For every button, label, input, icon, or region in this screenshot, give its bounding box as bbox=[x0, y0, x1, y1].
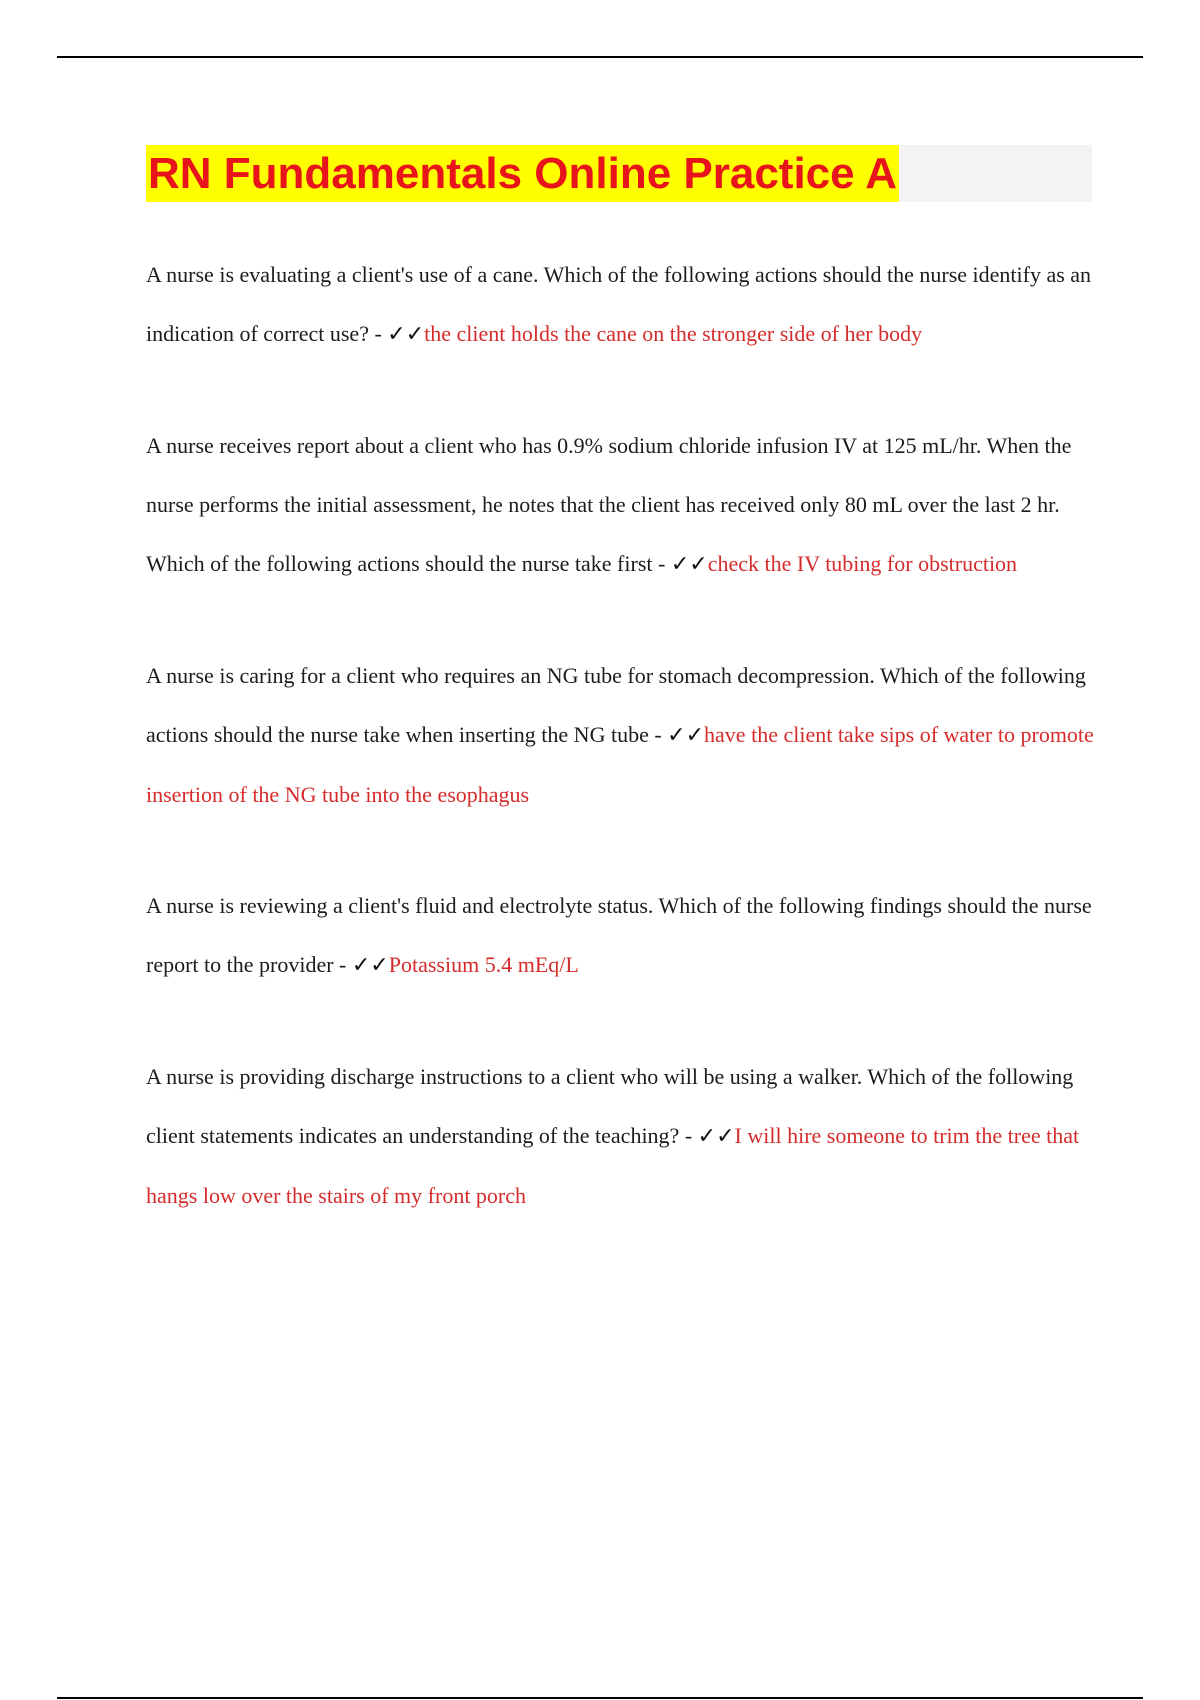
top-divider bbox=[57, 56, 1143, 58]
double-check-icon: ✓✓ bbox=[667, 723, 705, 748]
qa-item-3 bbox=[146, 646, 1096, 824]
double-check-icon: ✓✓ bbox=[351, 953, 389, 978]
answer-text: have the client take sips of water to promote insertion of the NG tube into the esophagus bbox=[146, 722, 1094, 807]
answer-text: I will hire someone to trim the tree that hangs low over the stairs of my front porch bbox=[146, 1123, 1080, 1208]
answer-text: Potassium 5.4 mEq/L bbox=[388, 952, 579, 977]
answer-text: check the IV tubing for obstruction bbox=[707, 551, 1018, 576]
qa-list bbox=[146, 245, 1096, 1225]
title-banner bbox=[146, 145, 1092, 202]
question-text: A nurse receives report about a client who has 0.9% sodium chloride infusion IV at 125 mL/hr. When the nurse performs the initial assessment, he notes that the client has received only 80 mL over the last 2 hr. Which of the following actions should the nurse take first - bbox=[146, 433, 1072, 576]
page-title: RN Fundamentals Online Practice A bbox=[146, 145, 899, 202]
qa-item-2 bbox=[146, 416, 1096, 594]
question-text: A nurse is providing discharge instructions to a client who will be using a walker. Which of the following client statements indicates an understanding of the teaching? - bbox=[146, 1064, 1074, 1148]
double-check-icon: ✓✓ bbox=[670, 552, 708, 577]
question-text: A nurse is reviewing a client's fluid and electrolyte status. Which of the following findings should the nurse report to the provider - bbox=[146, 893, 1092, 977]
double-check-icon: ✓✓ bbox=[387, 322, 425, 347]
qa-item-4 bbox=[146, 876, 1096, 995]
qa-item-1 bbox=[146, 245, 1096, 364]
double-check-icon: ✓✓ bbox=[697, 1124, 735, 1149]
answer-text: the client holds the cane on the stronger side of her body bbox=[424, 321, 923, 346]
qa-item-5 bbox=[146, 1047, 1096, 1225]
question-text: A nurse is evaluating a client's use of a cane. Which of the following actions should the nurse identify as an indication of correct use? - bbox=[146, 262, 1092, 346]
bottom-divider bbox=[57, 1697, 1143, 1699]
question-text: A nurse is caring for a client who requires an NG tube for stomach decompression. Which of the following actions should the nurse take when inserting the NG tube - bbox=[146, 663, 1086, 747]
